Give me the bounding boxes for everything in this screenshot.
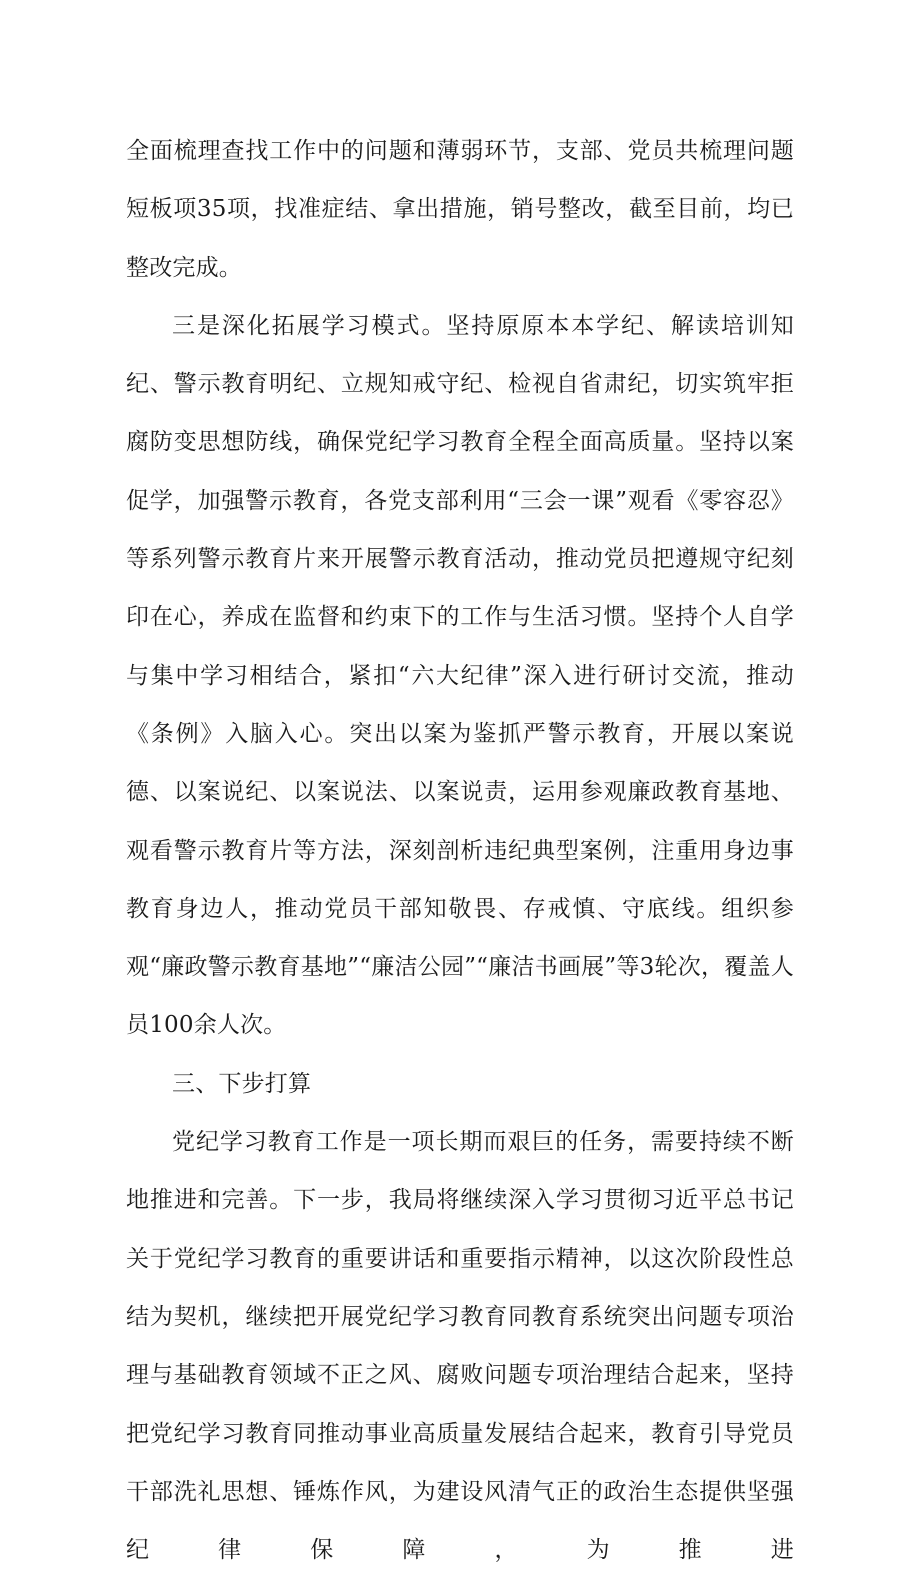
document-body xyxy=(126,122,794,1579)
paragraph-next-steps: 党纪学习教育工作是一项长期而艰巨的任务，需要持续不断地推进和完善。下一步，我局将继续深入学习贯彻习近平总书记关于党纪学习教育的重要讲话和重要指示精神，以这次阶段性总结为契机，继续把开展党纪学习教育同教育系统突出问题专项治理与基础教育领域不正之风、腐败问题专项治理结合起来，坚持把党纪学习教育同推动事业高质量发展结合起来，教育引导党员干部洗礼思想、锤炼作风，为建设风清气正的政治生态提供坚强纪律保障，为推进 xyxy=(126,1129,794,1564)
section-heading-next-steps: 三、下步打算 xyxy=(172,1070,312,1097)
paragraph-learning-mode: 三是深化拓展学习模式。坚持原原本本学纪、解读培训知纪、警示教育明纪、立规知戒守纪、检视自省肃纪，切实筑牢拒腐防变思想防线，确保党纪学习教育全程全面高质量。坚持以案促学，加强警示教育，各党支部利用“三会一课”观看《零容忍》等系列警示教育片来开展警示教育活动，推动党员把遵规守纪刻印在心，养成在监督和约束下的工作与生活习惯。坚持个人自学与集中学习相结合，紧扣“六大纪律”深入进行研讨交流，推动《条例》入脑入心。突出以案为鉴抓严警示教育，开展以案说德、以案说纪、以案说法、以案说责，运用参观廉政教育基地、观看警示教育片等方法，深刻剖析违纪典型案例，注重用身边事教育身边人，推动党员干部知敬畏、存戒慎、守底线。组织参观“廉政警示教育基地”“廉洁公园”“廉洁书画展”等3轮次，覆盖人员100余人次。 xyxy=(126,312,794,1039)
paragraph-problem-rectification: 全面梳理查找工作中的问题和薄弱环节，支部、党员共梳理问题短板项35项，找准症结、拿出措施，销号整改，截至目前，均已整改完成。 xyxy=(126,138,794,281)
